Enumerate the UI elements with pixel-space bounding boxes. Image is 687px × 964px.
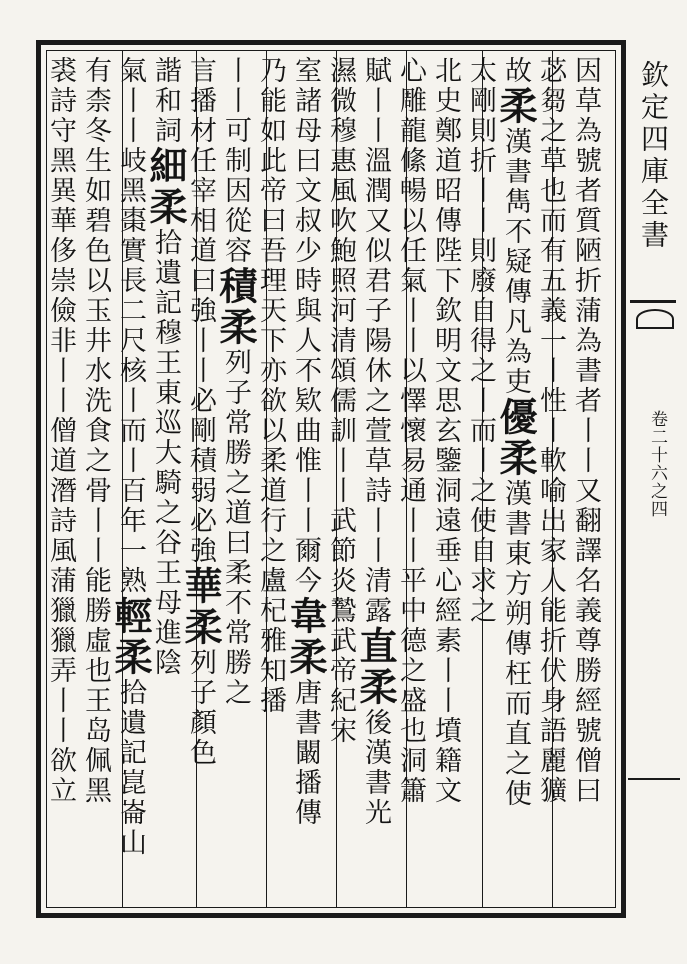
book-title: 欽定四庫全書 [637,60,670,252]
column-text: 室諸母曰文叔少時與人不欵曲惟丨丨爾今 [290,56,321,596]
text-column [213,56,258,906]
text-column [353,56,398,906]
column-text: 氣丨丨 [115,56,146,146]
column-text: 心雕龍絛暢以任氣丨丨以懌懷易通丨丨平中德之盛也洞簫 [395,56,426,806]
column-text: 丨丨可制因從容 [220,56,251,266]
volume-label: 卷二十六之四 [647,410,667,518]
column-text: 乃能如此帝曰吾理天下亦欲以柔道行之 [255,56,286,566]
column-text: 有柰冬生如碧色以玉井水洗食之骨丨丨能勝虛也王岛佩黑 [80,56,111,806]
entry-headword: 華柔 [178,566,223,648]
column-text: 武帝紀宋 [325,626,356,746]
column-text: 諧和詞 [150,56,181,146]
entry-headword: 韋柔 [283,596,328,678]
column-text: 漢書雋不疑傳凡為吏 [500,127,531,397]
column-text: 太剛則折丨丨則廢 [465,56,496,296]
text-column [392,56,425,906]
text-column [462,56,495,906]
text-column [252,56,285,906]
column-text: 後漢書光 [360,708,391,828]
column-text: 故 [500,56,531,86]
column-text: 賦丨丨溫潤又似君子陽休之萱草詩丨丨清露 [360,56,391,626]
text-column [77,56,110,906]
text-column [532,56,565,906]
column-text: 拾遺記崑崙山 [115,678,146,858]
text-column [42,56,75,906]
entry-headword: 積柔 [213,266,258,348]
text-column [283,56,328,906]
column-text: 因草為號者質陋折蒲為書者丨丨又翻譯名義尊勝經號僧曰 [570,56,601,806]
entry-headword: 輕柔 [108,596,153,678]
fish-tail-mark-icon [630,300,676,333]
column-text: 北史鄭道昭傳陛下欽明文思玄鑒洞遠垂心經素丨丨墳籍文 [430,56,461,806]
column-text: 拾遺記穆王東巡大騎之谷王母進陰 [150,228,181,678]
column-text: 言播材任宰相 [185,56,216,236]
text-column [322,56,355,906]
text-column [493,56,538,906]
column-text: 苾芻之草也而有五義一丨性丨軟喻出家人能折伏身語麗獷 [535,56,566,806]
column-text: 裘詩守黑異華侈崇儉非丨丨僧道潛詩風蒲獵獵弄丨丨欲立 [45,56,76,806]
text-column [427,56,460,906]
column-text: 自得之丨而丨之使自求之 [465,296,496,626]
entry-headword: 直柔 [353,626,398,708]
text-column [108,56,153,906]
column-text: 列子顏色 [185,648,216,768]
column-text: 盧杞雅知播 [255,566,286,716]
entry-headword: 優柔 [493,397,538,479]
column-text: 列子常勝之道曰柔不常勝之 [220,348,251,708]
column-text: 岐黑棗實長二尺核丨而丨百年一熟 [115,146,146,596]
text-column [567,56,600,906]
column-text: 道曰強丨丨必剛積弱必強 [185,236,216,566]
margin-tick [628,778,680,780]
column-text: 漢書東方朔傳枉而直之使 [500,479,531,809]
entry-headword: 細柔 [143,146,188,228]
text-column [143,56,188,906]
column-text: 唐書闞播傳 [290,678,321,828]
entry-headword: 柔 [493,86,538,127]
column-text: 濕微穆惠風吹鮑照河清頌儒訓丨丨武節炎鷙 [325,56,356,626]
